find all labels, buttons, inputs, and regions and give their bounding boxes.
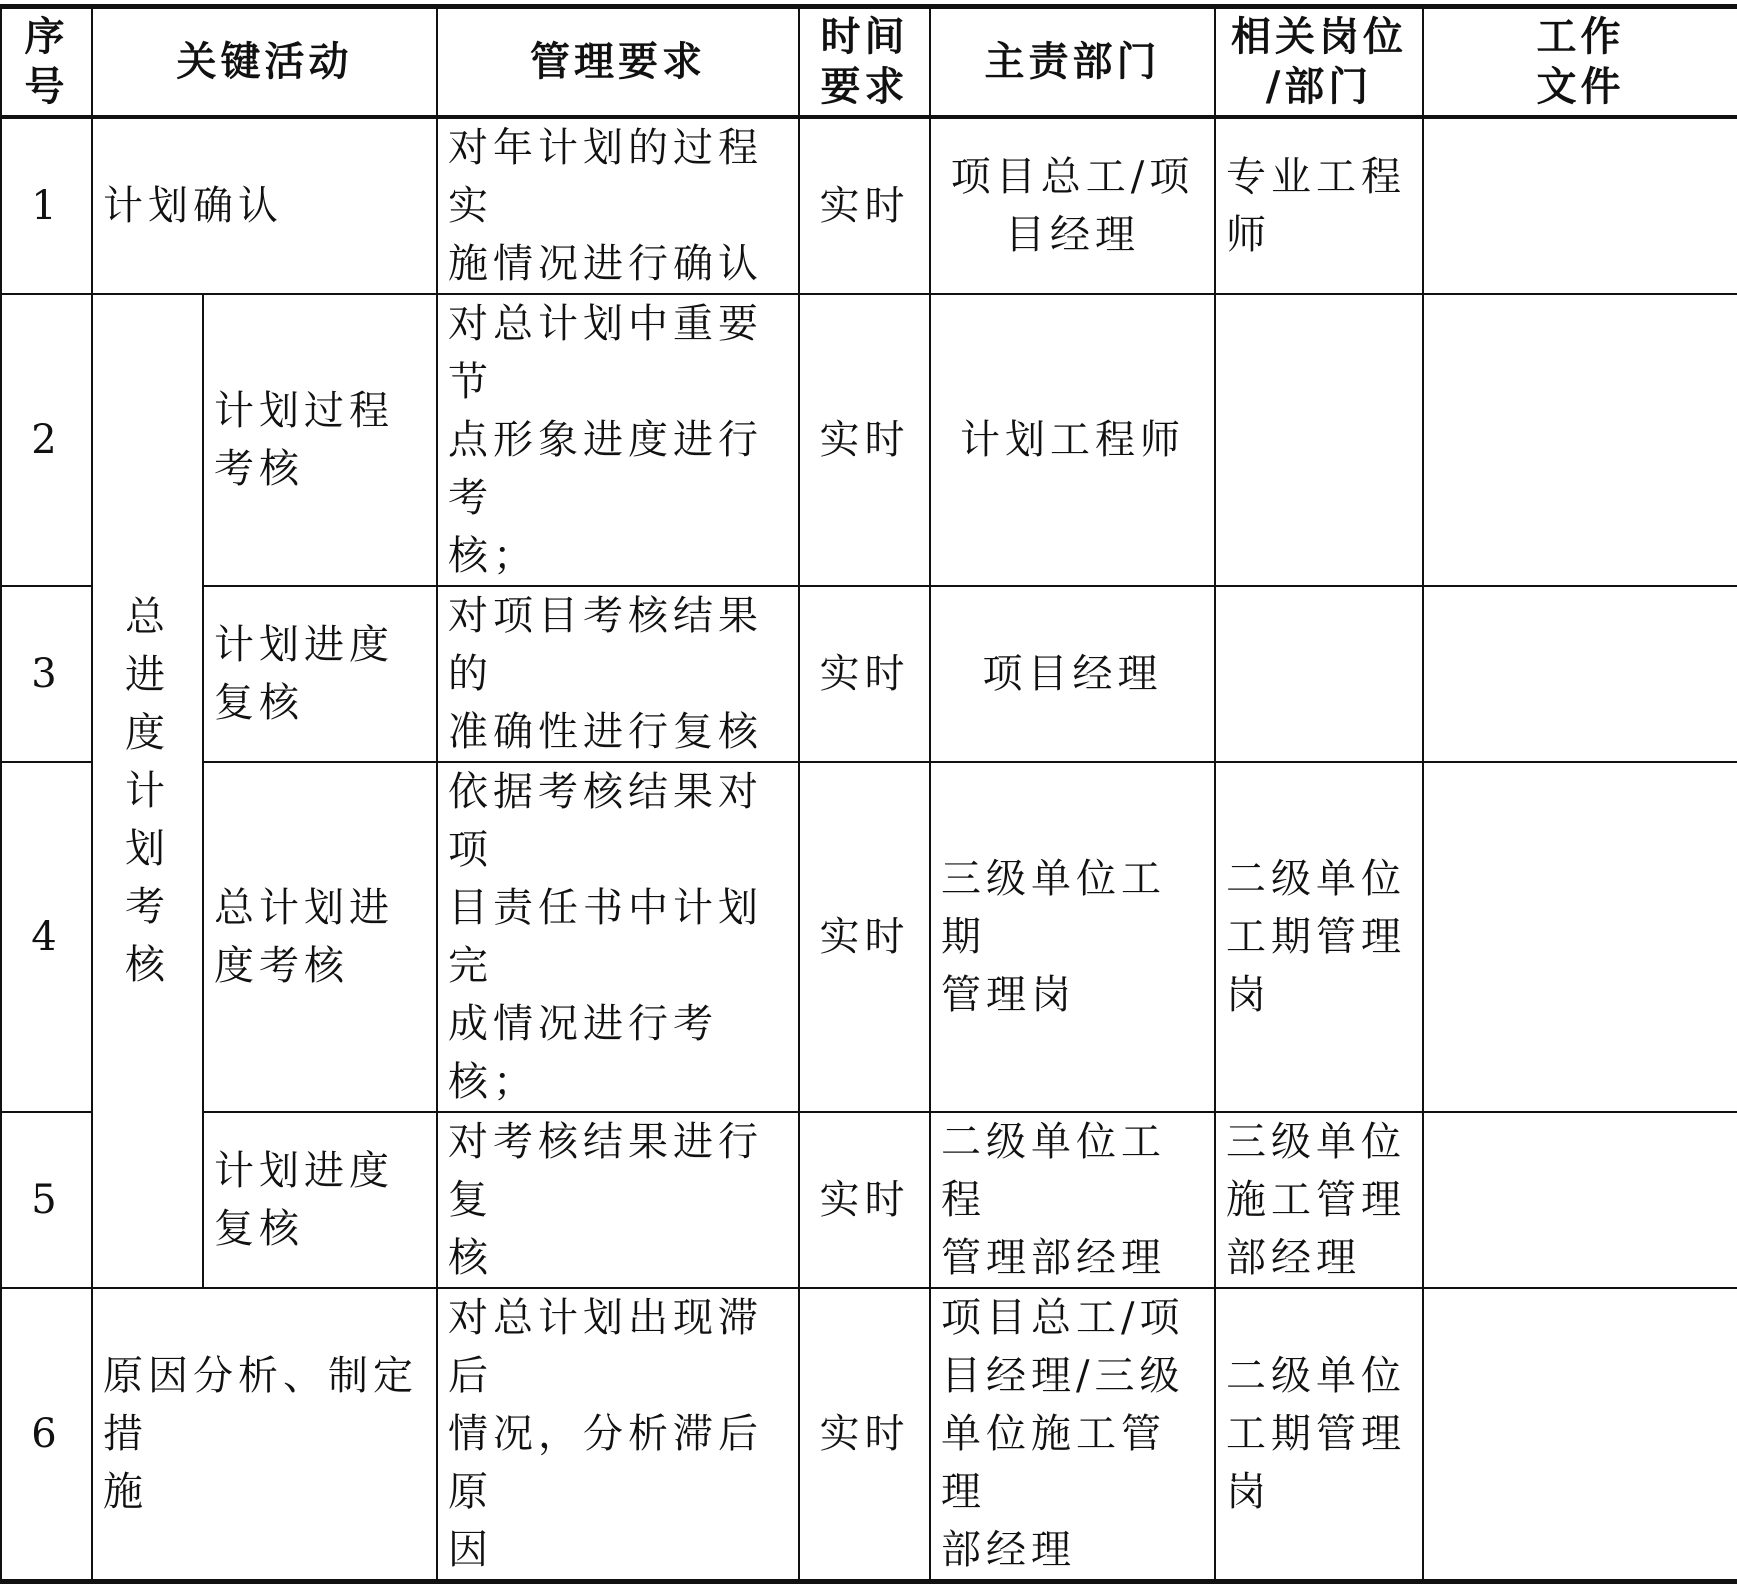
cell-time: 实时 bbox=[799, 117, 930, 294]
cell-requirement: 对考核结果进行复 核 bbox=[437, 1112, 799, 1288]
cell-time: 实时 bbox=[799, 1112, 930, 1288]
header-seq: 序 号 bbox=[1, 7, 92, 117]
cell-activity: 总计划进 度考核 bbox=[203, 762, 437, 1112]
cell-related bbox=[1215, 586, 1423, 762]
cell-docs bbox=[1423, 1288, 1737, 1582]
header-docs: 工作 文件 bbox=[1423, 7, 1737, 117]
table-row bbox=[1, 586, 1737, 762]
cell-docs bbox=[1423, 762, 1737, 1112]
cell-seq: 6 bbox=[1, 1288, 92, 1582]
header-row bbox=[1, 7, 1737, 117]
cell-activity: 计划过程 考核 bbox=[203, 294, 437, 586]
header-dept: 主责部门 bbox=[930, 7, 1215, 117]
cell-dept: 三级单位工期 管理岗 bbox=[930, 762, 1215, 1112]
cell-seq: 5 bbox=[1, 1112, 92, 1288]
cell-requirement: 对总计划中重要节 点形象进度进行考 核； bbox=[437, 294, 799, 586]
cell-docs bbox=[1423, 1112, 1737, 1288]
cell-activity: 原因分析、制定措 施 bbox=[92, 1288, 437, 1582]
table-row bbox=[1, 117, 1737, 294]
table-row bbox=[1, 294, 1737, 586]
cell-dept: 项目总工/项 目经理/三级 单位施工管理 部经理 bbox=[930, 1288, 1215, 1582]
cell-docs bbox=[1423, 117, 1737, 294]
header-activity: 关键活动 bbox=[92, 7, 437, 117]
header-time: 时间 要求 bbox=[799, 7, 930, 117]
cell-dept: 计划工程师 bbox=[930, 294, 1215, 586]
cell-related: 二级单位 工期管理 岗 bbox=[1215, 762, 1423, 1112]
cell-activity: 计划确认 bbox=[92, 117, 437, 294]
table-row bbox=[1, 1112, 1737, 1288]
cell-requirement: 依据考核结果对项 目责任书中计划完 成情况进行考核； bbox=[437, 762, 799, 1112]
cell-dept: 二级单位工程 管理部经理 bbox=[930, 1112, 1215, 1288]
cell-related: 三级单位 施工管理 部经理 bbox=[1215, 1112, 1423, 1288]
header-requirement: 管理要求 bbox=[437, 7, 799, 117]
cell-activity: 计划进度 复核 bbox=[203, 1112, 437, 1288]
cell-docs bbox=[1423, 294, 1737, 586]
group-label: 总 进 度 计 划 考 核 bbox=[92, 294, 203, 1288]
cell-related: 专业工程 师 bbox=[1215, 117, 1423, 294]
cell-requirement: 对年计划的过程实 施情况进行确认 bbox=[437, 117, 799, 294]
cell-time: 实时 bbox=[799, 762, 930, 1112]
table-row bbox=[1, 1288, 1737, 1582]
cell-time: 实时 bbox=[799, 294, 930, 586]
cell-time: 实时 bbox=[799, 1288, 930, 1582]
table-row bbox=[1, 762, 1737, 1112]
cell-seq: 4 bbox=[1, 762, 92, 1112]
cell-requirement: 对项目考核结果的 准确性进行复核 bbox=[437, 586, 799, 762]
cell-seq: 1 bbox=[1, 117, 92, 294]
header-related: 相关岗位 /部门 bbox=[1215, 7, 1423, 117]
process-table bbox=[0, 4, 1737, 1584]
cell-related: 二级单位 工期管理 岗 bbox=[1215, 1288, 1423, 1582]
cell-activity: 计划进度 复核 bbox=[203, 586, 437, 762]
cell-dept: 项目经理 bbox=[930, 586, 1215, 762]
cell-related bbox=[1215, 294, 1423, 586]
cell-seq: 3 bbox=[1, 586, 92, 762]
cell-dept: 项目总工/项 目经理 bbox=[930, 117, 1215, 294]
cell-time: 实时 bbox=[799, 586, 930, 762]
cell-seq: 2 bbox=[1, 294, 92, 586]
cell-requirement: 对总计划出现滞后 情况，分析滞后原 因 bbox=[437, 1288, 799, 1582]
cell-docs bbox=[1423, 586, 1737, 762]
